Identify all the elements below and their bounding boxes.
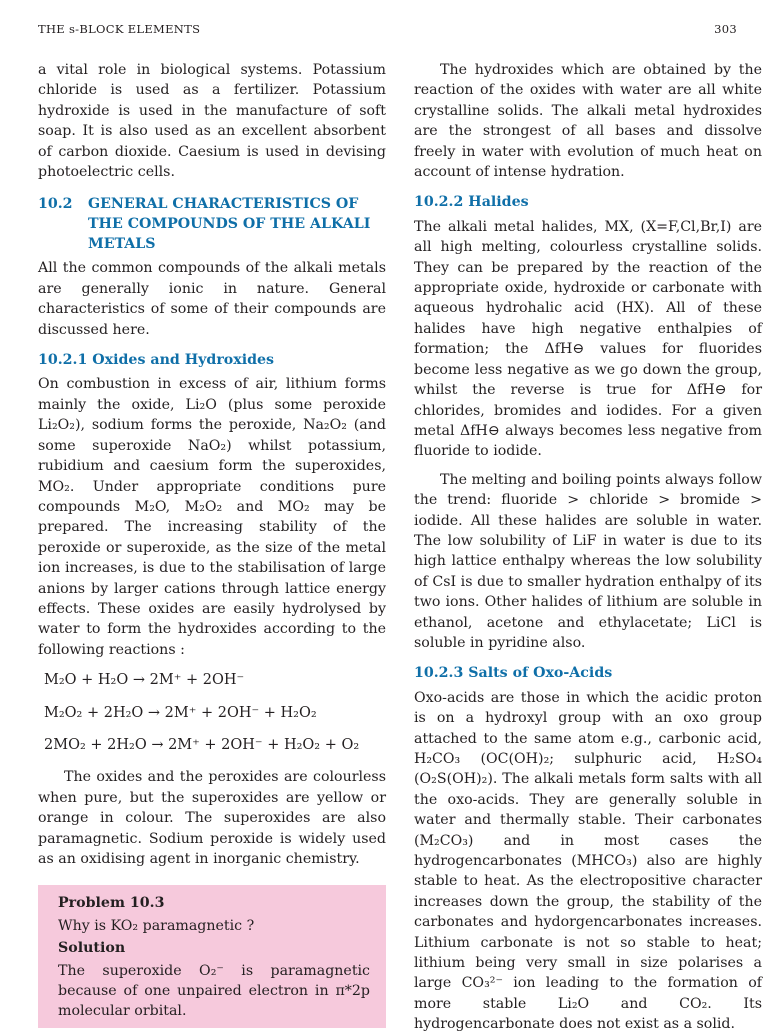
subsection-heading-oxides: 10.2.1 Oxides and Hydroxides — [38, 352, 275, 369]
equation-3: 2MO₂ + 2H₂O → 2M⁺ + 2OH⁻ + H₂O₂ + O₂ — [44, 736, 360, 753]
problem-question: Why is KO₂ paramagnetic ? — [58, 917, 255, 934]
problem-box — [38, 885, 386, 1027]
subsection-heading-halides: 10.2.2 Halides — [414, 194, 529, 211]
section-title: GENERAL CHARACTERISTICS OF THE COMPOUNDS OF THE ALKALI METALS — [88, 196, 371, 253]
solution-text: The superoxide O₂⁻ is paramagnetic because of one unpaired electron in π*2p molecular orbital. — [58, 962, 370, 1020]
subsection-heading-oxo-acids: 10.2.3 Salts of Oxo-Acids — [414, 665, 613, 682]
oxo-acids-paragraph: Oxo-acids are those in which the acidic proton is on a hydroxyl group with an oxo group attached to the same atom e.g., carbonic acid, H₂CO₃ (OC(OH)₂; sulphuric acid, H₂SO₄ (O₂S(OH)₂). The alkali metals form salts with all the oxo-acids. They are generally soluble in water and thermally stable. Their carbonates (M₂CO₃) and in most cases the hydrogencarbonates (MHCO₃) also are highly stable to heat. As the electropositive character increases down the group, the stability of the carbonates and hydorgencarbonates increases. Lithium carbonate is not so stable to heat; lithium being very small in size polarises a large CO₃²⁻ ion leading to the formation of more stable Li₂O and CO₂. Its hydrogencarbonate does not exist as a solid. — [414, 689, 762, 1033]
section-heading — [38, 194, 386, 254]
section-number: 10.2 — [38, 196, 73, 213]
equation-2: M₂O₂ + 2H₂O → 2M⁺ + 2OH⁻ + H₂O₂ — [44, 704, 317, 721]
oxides-paragraph: On combustion in excess of air, lithium forms mainly the oxide, Li₂O (plus some peroxide Li₂O₂), sodium forms the peroxide, Na₂O₂ (and some superoxide NaO₂) whilst potassium, rubidium and caesium form the superoxides, MO₂. Under appropriate conditions pure compounds M₂O, M₂O₂ and MO₂ may be prepared. The increasing stability of the peroxide or superoxide, as the size of the metal ion increases, is due to the stabilisation of large anions by larger cations through lattice energy effects. These oxides are easily hydrolysed by water to form the hydroxides according to the following reactions : — [38, 376, 386, 658]
page-number: 303 — [714, 22, 737, 36]
chapter-title: THE s-BLOCK ELEMENTS — [38, 22, 201, 36]
page-header — [38, 22, 737, 40]
solution-title: Solution — [58, 940, 126, 957]
problem-title: Problem 10.3 — [58, 895, 165, 912]
oxides-colour-paragraph: The oxides and the peroxides are colourless when pure, but the superoxides are yellow or orange in colour. The superoxides are also paramagnetic. Sodium peroxide is widely used as an oxidising agent in inorganic chemistry. — [38, 769, 386, 867]
right-column — [414, 60, 762, 1035]
hydroxides-paragraph: The hydroxides which are obtained by the reaction of the oxides with water are all white crystalline solids. The alkali metal hydroxides are the strongest of all bases and dissolve freely in water with evolution of much heat on account of intense hydration. — [414, 62, 762, 181]
halides-paragraph-1: The alkali metal halides, MX, (X=F,Cl,Br,I) are all high melting, colourless crystalline solids. They can be prepared by the reaction of the appropriate oxide, hydroxide or carbonate with aqueous hydrohalic acid (HX). All of these halides have high negative enthalpies of formation; the ΔfH⊖ values for fluorides become less negative as we go down the group, whilst the reverse is true for ΔfH⊖ for chlorides, bromides and iodides. For a given metal ΔfH⊖ always becomes less negative from fluoride to iodide. — [414, 218, 762, 460]
equation-1: M₂O + H₂O → 2M⁺ + 2OH⁻ — [44, 672, 245, 689]
halides-paragraph-2: The melting and boiling points always follow the trend: fluoride > chloride > bromide > iodide. All these halides are soluble in water. The low solubility of LiF in water is due to its high lattice enthalpy whereas the low solubility of CsI is due to smaller hydration enthalpy of its two ions. Other halides of lithium are soluble in ethanol, acetone and ethylacetate; LiCl is soluble in pyridine also. — [414, 471, 762, 651]
section-paragraph: All the common compounds of the alkali metals are generally ionic in nature. General characteristics of some of their compounds are discussed here. — [38, 260, 386, 338]
left-column — [38, 60, 386, 1028]
intro-paragraph: a vital role in biological systems. Potassium chloride is used as a fertilizer. Potassium hydroxide is used in the manufacture of soft soap. It is also used as an excellent absorbent of carbon dioxide. Caesium is used in devising photoelectric cells. — [38, 62, 386, 181]
